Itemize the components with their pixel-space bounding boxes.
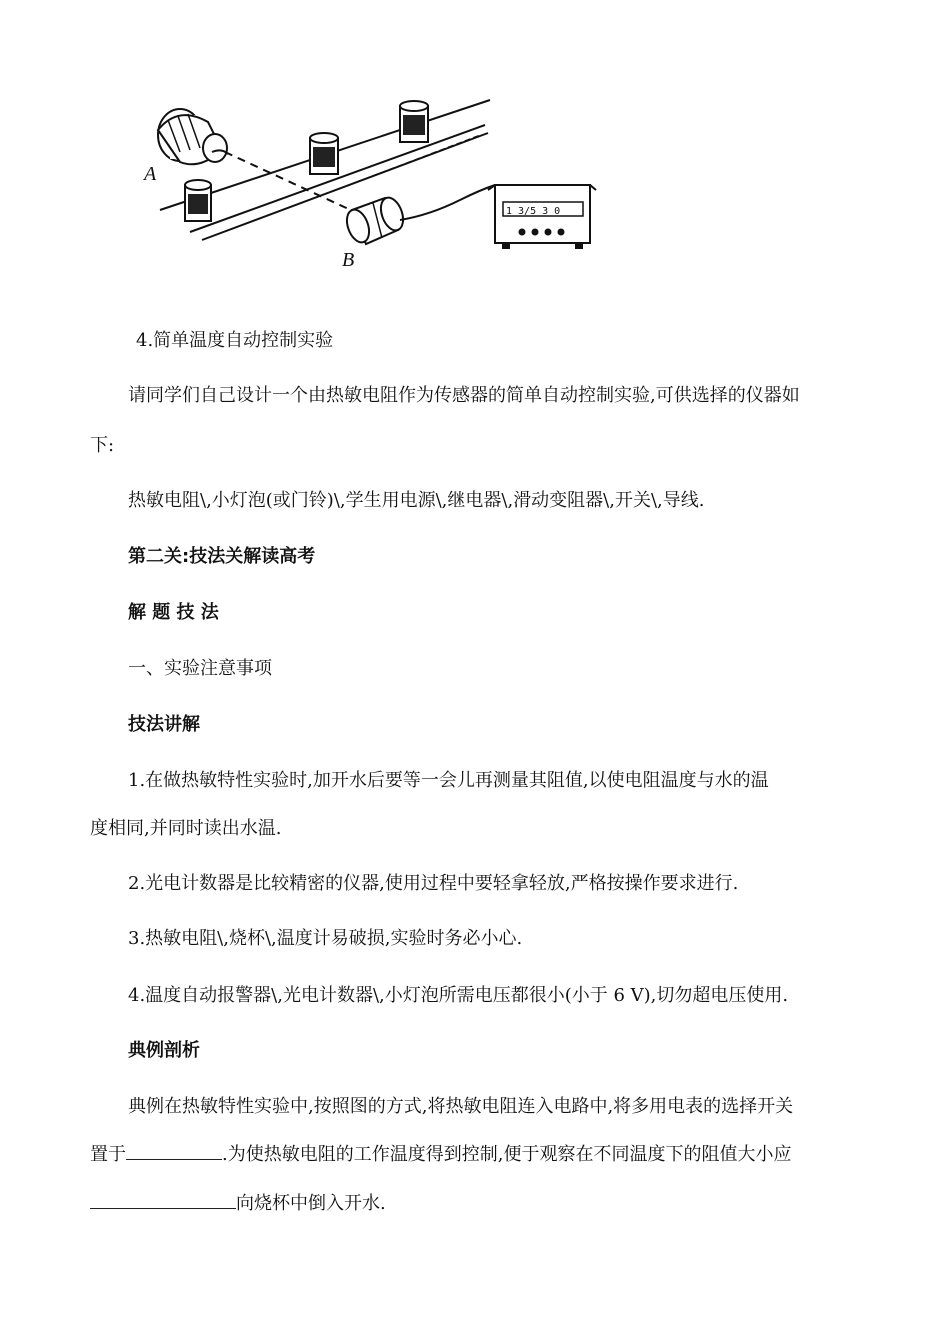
technique-heading: 技法讲解 <box>128 714 200 735</box>
level2-title: 第二关:技法关解读高考 <box>128 546 316 567</box>
technique-p1-line1: 1.在做热敏特性实验时,加开水后要等一会儿再测量其阻值,以使电阻温度与水的温 <box>128 770 769 791</box>
counter-display: 1 3/5 3 0 <box>506 206 561 217</box>
object-1 <box>185 180 211 221</box>
level2-item1: 一、实验注意事项 <box>128 658 272 679</box>
section4-para1-line1: 请同学们自己设计一个由热敏电阻作为传感器的简单自动控制实验,可供选择的仪器如 <box>128 385 800 406</box>
example-line2-post: .为使热敏电阻的工作温度得到控制,便于观察在不同温度下的阻值大小应 <box>222 1144 792 1165</box>
object-3 <box>400 101 428 142</box>
answer-blank-2[interactable] <box>90 1190 236 1209</box>
technique-p4: 4.温度自动报警器\,光电计数器\,小灯泡所需电压都很小(小于 6 V),切勿超电压使用. <box>128 985 789 1006</box>
object-2 <box>310 133 338 174</box>
answer-blank-1[interactable] <box>126 1141 222 1160</box>
technique-p1-line2: 度相同,并同时读出水温. <box>90 818 282 839</box>
example-line3-post: 向烧杯中倒入开水. <box>236 1193 386 1214</box>
counter-box <box>488 185 596 249</box>
technique-p2: 2.光电计数器是比较精密的仪器,使用过程中要轻拿轻放,严格按操作要求进行. <box>128 873 739 894</box>
section4-para1-line2: 下: <box>90 435 115 456</box>
receiver-b <box>343 195 407 246</box>
example-line3 <box>0 1190 950 1218</box>
photoelectric-counter-figure <box>130 90 610 280</box>
technique-p3: 3.热敏电阻\,烧杯\,温度计易破损,实验时务必小心. <box>128 928 523 949</box>
label-b: B <box>342 249 355 271</box>
section4-title: 4.简单温度自动控制实验 <box>136 330 334 351</box>
cable <box>400 185 495 220</box>
label-a: A <box>144 163 157 185</box>
example-heading: 典例剖析 <box>128 1040 200 1061</box>
example-line1: 典例在热敏特性实验中,按照图的方式,将热敏电阻连入电路中,将多用电表的选择开关 <box>128 1096 794 1117</box>
section4-para2: 热敏电阻\,小灯泡(或门铃)\,学生用电源\,继电器\,滑动变阻器\,开关\,导线. <box>128 490 705 511</box>
example-line2 <box>0 1141 950 1169</box>
example-line2-pre: 置于 <box>90 1144 126 1165</box>
level2-subtitle: 解 题 技 法 <box>128 602 219 623</box>
light-source-a <box>158 109 228 164</box>
